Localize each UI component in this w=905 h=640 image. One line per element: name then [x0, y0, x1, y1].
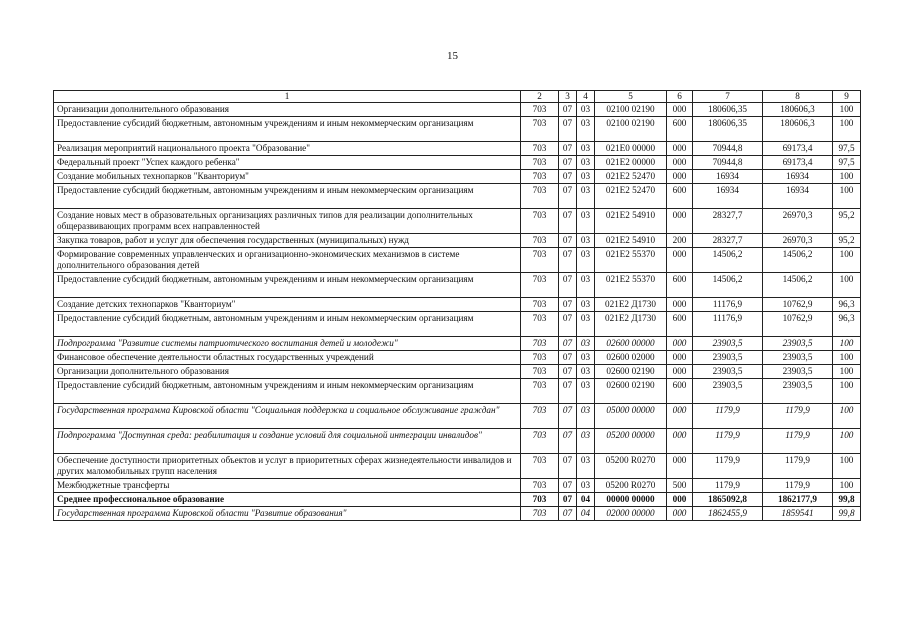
target-article-cell: 02600 02000: [595, 351, 667, 365]
execution-percent-cell: 100: [833, 429, 861, 454]
actual-amount-cell: 1859541: [763, 507, 833, 521]
admin-code-cell: 703: [521, 142, 559, 156]
table-row: [54, 248, 861, 273]
target-article-cell: 02100 02190: [595, 117, 667, 142]
row-name-cell: Организации дополнительного образования: [54, 365, 521, 379]
actual-amount-cell: 1179,9: [763, 429, 833, 454]
actual-amount-cell: 23903,5: [763, 379, 833, 404]
expense-type-cell: 000: [667, 156, 693, 170]
planned-amount-cell: 1179,9: [693, 429, 763, 454]
row-name-cell: Подпрограмма "Развитие системы патриотического воспитания детей и молодежи": [54, 337, 521, 351]
table-row: [54, 351, 861, 365]
target-article-cell: 021E2 54910: [595, 209, 667, 234]
section-code-cell: 07: [559, 209, 577, 234]
target-article-cell: 021E2 55370: [595, 273, 667, 298]
execution-percent-cell: 100: [833, 404, 861, 429]
subsection-code-cell: 03: [577, 298, 595, 312]
admin-code-cell: 703: [521, 507, 559, 521]
actual-amount-cell: 14506,2: [763, 273, 833, 298]
row-name-cell: Среднее профессиональное образование: [54, 493, 521, 507]
execution-percent-cell: 100: [833, 117, 861, 142]
subsection-code-cell: 03: [577, 170, 595, 184]
subsection-code-cell: 03: [577, 351, 595, 365]
subsection-code-cell: 03: [577, 479, 595, 493]
expense-type-cell: 000: [667, 103, 693, 117]
expense-type-cell: 000: [667, 298, 693, 312]
section-code-cell: 07: [559, 404, 577, 429]
planned-amount-cell: 16934: [693, 184, 763, 209]
subsection-code-cell: 03: [577, 454, 595, 479]
table-row: [54, 479, 861, 493]
row-name-cell: Формирование современных управленческих и организационно-экономических механизмов в системе дополнительного образования детей: [54, 248, 521, 273]
actual-amount-cell: 1862177,9: [763, 493, 833, 507]
header-row: [54, 91, 861, 103]
admin-code-cell: 703: [521, 117, 559, 142]
planned-amount-cell: 1179,9: [693, 479, 763, 493]
actual-amount-cell: 1179,9: [763, 479, 833, 493]
execution-percent-cell: 100: [833, 248, 861, 273]
row-name-cell: Создание детских технопарков "Кванториум": [54, 298, 521, 312]
admin-code-cell: 703: [521, 298, 559, 312]
target-article-cell: 021E2 00000: [595, 156, 667, 170]
execution-percent-cell: 100: [833, 479, 861, 493]
actual-amount-cell: 14506,2: [763, 248, 833, 273]
execution-percent-cell: 100: [833, 365, 861, 379]
actual-amount-cell: 1179,9: [763, 404, 833, 429]
subsection-code-cell: 03: [577, 429, 595, 454]
column-header: 3: [559, 91, 577, 103]
subsection-code-cell: 04: [577, 493, 595, 507]
expense-type-cell: 600: [667, 117, 693, 142]
execution-percent-cell: 100: [833, 379, 861, 404]
section-code-cell: 07: [559, 273, 577, 298]
planned-amount-cell: 14506,2: [693, 273, 763, 298]
column-header: 5: [595, 91, 667, 103]
page-number: 15: [447, 50, 458, 62]
row-name-cell: Организации дополнительного образования: [54, 103, 521, 117]
section-code-cell: 07: [559, 379, 577, 404]
target-article-cell: 05200 R0270: [595, 479, 667, 493]
table-row: [54, 404, 861, 429]
column-header: 1: [54, 91, 521, 103]
row-name-cell: Предоставление субсидий бюджетным, автономным учреждениям и иным некоммерческим организациям: [54, 312, 521, 337]
expense-type-cell: 600: [667, 379, 693, 404]
planned-amount-cell: 23903,5: [693, 337, 763, 351]
subsection-code-cell: 03: [577, 117, 595, 142]
execution-percent-cell: 100: [833, 454, 861, 479]
planned-amount-cell: 28327,7: [693, 234, 763, 248]
section-code-cell: 07: [559, 234, 577, 248]
row-name-cell: Федеральный проект "Успех каждого ребенка": [54, 156, 521, 170]
execution-percent-cell: 99,8: [833, 493, 861, 507]
budget-table: [53, 90, 861, 521]
row-name-cell: Предоставление субсидий бюджетным, автономным учреждениям и иным некоммерческим организациям: [54, 117, 521, 142]
column-header: 6: [667, 91, 693, 103]
execution-percent-cell: 99,8: [833, 507, 861, 521]
actual-amount-cell: 1179,9: [763, 454, 833, 479]
target-article-cell: 05000 00000: [595, 404, 667, 429]
target-article-cell: 021E2 55370: [595, 248, 667, 273]
admin-code-cell: 703: [521, 479, 559, 493]
section-code-cell: 07: [559, 298, 577, 312]
admin-code-cell: 703: [521, 273, 559, 298]
execution-percent-cell: 100: [833, 170, 861, 184]
table-row: [54, 365, 861, 379]
execution-percent-cell: 96,3: [833, 312, 861, 337]
subsection-code-cell: 03: [577, 156, 595, 170]
expense-type-cell: 600: [667, 273, 693, 298]
execution-percent-cell: 96,3: [833, 298, 861, 312]
admin-code-cell: 703: [521, 312, 559, 337]
target-article-cell: 021E2 52470: [595, 184, 667, 209]
section-code-cell: 07: [559, 142, 577, 156]
column-header: 2: [521, 91, 559, 103]
target-article-cell: 05200 R0270: [595, 454, 667, 479]
planned-amount-cell: 70944,8: [693, 142, 763, 156]
column-header: 4: [577, 91, 595, 103]
section-code-cell: 07: [559, 365, 577, 379]
admin-code-cell: 703: [521, 365, 559, 379]
subsection-code-cell: 03: [577, 404, 595, 429]
expense-type-cell: 200: [667, 234, 693, 248]
admin-code-cell: 703: [521, 156, 559, 170]
row-name-cell: Государственная программа Кировской области "Развитие образования": [54, 507, 521, 521]
target-article-cell: 02600 02190: [595, 365, 667, 379]
table-row: [54, 103, 861, 117]
actual-amount-cell: 23903,5: [763, 351, 833, 365]
subsection-code-cell: 03: [577, 142, 595, 156]
expense-type-cell: 600: [667, 184, 693, 209]
planned-amount-cell: 180606,35: [693, 103, 763, 117]
target-article-cell: 021E2 Д1730: [595, 298, 667, 312]
subsection-code-cell: 03: [577, 209, 595, 234]
subsection-code-cell: 03: [577, 379, 595, 404]
subsection-code-cell: 03: [577, 312, 595, 337]
actual-amount-cell: 26970,3: [763, 234, 833, 248]
admin-code-cell: 703: [521, 404, 559, 429]
subsection-code-cell: 03: [577, 337, 595, 351]
execution-percent-cell: 97,5: [833, 156, 861, 170]
section-code-cell: 07: [559, 507, 577, 521]
section-code-cell: 07: [559, 337, 577, 351]
target-article-cell: 00000 00000: [595, 493, 667, 507]
admin-code-cell: 703: [521, 170, 559, 184]
actual-amount-cell: 26970,3: [763, 209, 833, 234]
column-header: 7: [693, 91, 763, 103]
table-row: [54, 117, 861, 142]
planned-amount-cell: 180606,35: [693, 117, 763, 142]
row-name-cell: Обеспечение доступности приоритетных объектов и услуг в приоритетных сферах жизнедеятельности инвалидов и других маломобильных групп населения: [54, 454, 521, 479]
target-article-cell: 02100 02190: [595, 103, 667, 117]
table-row: [54, 170, 861, 184]
column-header: 9: [833, 91, 861, 103]
admin-code-cell: 703: [521, 493, 559, 507]
expense-type-cell: 000: [667, 429, 693, 454]
target-article-cell: 02600 00000: [595, 337, 667, 351]
admin-code-cell: 703: [521, 337, 559, 351]
planned-amount-cell: 16934: [693, 170, 763, 184]
admin-code-cell: 703: [521, 234, 559, 248]
actual-amount-cell: 16934: [763, 184, 833, 209]
subsection-code-cell: 03: [577, 184, 595, 209]
expense-type-cell: 000: [667, 365, 693, 379]
planned-amount-cell: 70944,8: [693, 156, 763, 170]
row-name-cell: Межбюджетные трансферты: [54, 479, 521, 493]
planned-amount-cell: 28327,7: [693, 209, 763, 234]
expense-type-cell: 600: [667, 312, 693, 337]
admin-code-cell: 703: [521, 103, 559, 117]
admin-code-cell: 703: [521, 209, 559, 234]
section-code-cell: 07: [559, 184, 577, 209]
row-name-cell: Создание мобильных технопарков "Кванториум": [54, 170, 521, 184]
target-article-cell: 021E2 52470: [595, 170, 667, 184]
execution-percent-cell: 100: [833, 337, 861, 351]
admin-code-cell: 703: [521, 454, 559, 479]
actual-amount-cell: 10762,9: [763, 312, 833, 337]
expense-type-cell: 000: [667, 209, 693, 234]
admin-code-cell: 703: [521, 248, 559, 273]
section-code-cell: 07: [559, 117, 577, 142]
section-code-cell: 07: [559, 156, 577, 170]
row-name-cell: Предоставление субсидий бюджетным, автономным учреждениям и иным некоммерческим организациям: [54, 273, 521, 298]
row-name-cell: Предоставление субсидий бюджетным, автономным учреждениям и иным некоммерческим организациям: [54, 184, 521, 209]
subsection-code-cell: 04: [577, 507, 595, 521]
admin-code-cell: 703: [521, 184, 559, 209]
execution-percent-cell: 97,5: [833, 142, 861, 156]
actual-amount-cell: 23903,5: [763, 365, 833, 379]
actual-amount-cell: 180606,3: [763, 117, 833, 142]
target-article-cell: 021E2 Д1730: [595, 312, 667, 337]
table-row: [54, 234, 861, 248]
target-article-cell: 02600 02190: [595, 379, 667, 404]
table-row: [54, 156, 861, 170]
planned-amount-cell: 23903,5: [693, 379, 763, 404]
execution-percent-cell: 100: [833, 103, 861, 117]
table-row: [54, 454, 861, 479]
actual-amount-cell: 23903,5: [763, 337, 833, 351]
section-code-cell: 07: [559, 170, 577, 184]
table-row: [54, 379, 861, 404]
section-code-cell: 07: [559, 454, 577, 479]
section-code-cell: 07: [559, 479, 577, 493]
planned-amount-cell: 11176,9: [693, 312, 763, 337]
subsection-code-cell: 03: [577, 365, 595, 379]
section-code-cell: 07: [559, 103, 577, 117]
target-article-cell: 021E0 00000: [595, 142, 667, 156]
table-row: [54, 298, 861, 312]
planned-amount-cell: 14506,2: [693, 248, 763, 273]
planned-amount-cell: 11176,9: [693, 298, 763, 312]
actual-amount-cell: 16934: [763, 170, 833, 184]
admin-code-cell: 703: [521, 379, 559, 404]
expense-type-cell: 000: [667, 248, 693, 273]
expense-type-cell: 000: [667, 454, 693, 479]
admin-code-cell: 703: [521, 429, 559, 454]
expense-type-cell: 000: [667, 404, 693, 429]
execution-percent-cell: 95,2: [833, 234, 861, 248]
table-row: [54, 507, 861, 521]
table-row: [54, 184, 861, 209]
section-code-cell: 07: [559, 312, 577, 337]
table-row: [54, 273, 861, 298]
admin-code-cell: 703: [521, 351, 559, 365]
section-code-cell: 07: [559, 493, 577, 507]
expense-type-cell: 000: [667, 507, 693, 521]
expense-type-cell: 000: [667, 493, 693, 507]
subsection-code-cell: 03: [577, 248, 595, 273]
planned-amount-cell: 1865092,8: [693, 493, 763, 507]
row-name-cell: Предоставление субсидий бюджетным, автономным учреждениям и иным некоммерческим организациям: [54, 379, 521, 404]
actual-amount-cell: 69173,4: [763, 156, 833, 170]
column-header: 8: [763, 91, 833, 103]
section-code-cell: 07: [559, 429, 577, 454]
expense-type-cell: 000: [667, 351, 693, 365]
row-name-cell: Подпрограмма "Доступная среда: реабилитация и создание условий для социальной интеграции инвалидов": [54, 429, 521, 454]
row-name-cell: Государственная программа Кировской области "Социальная поддержка и социальное обслуживание граждан": [54, 404, 521, 429]
execution-percent-cell: 100: [833, 351, 861, 365]
planned-amount-cell: 23903,5: [693, 365, 763, 379]
row-name-cell: Финансовое обеспечение деятельности областных государственных учреждений: [54, 351, 521, 365]
row-name-cell: Создание новых мест в образовательных организациях различных типов для реализации дополнительных общеразвивающих программ всех направленностей: [54, 209, 521, 234]
expense-type-cell: 000: [667, 142, 693, 156]
subsection-code-cell: 03: [577, 103, 595, 117]
target-article-cell: 021E2 54910: [595, 234, 667, 248]
execution-percent-cell: 95,2: [833, 209, 861, 234]
table-row: [54, 337, 861, 351]
subsection-code-cell: 03: [577, 273, 595, 298]
planned-amount-cell: 23903,5: [693, 351, 763, 365]
table-row: [54, 209, 861, 234]
target-article-cell: 02000 00000: [595, 507, 667, 521]
actual-amount-cell: 180606,3: [763, 103, 833, 117]
execution-percent-cell: 100: [833, 184, 861, 209]
planned-amount-cell: 1179,9: [693, 404, 763, 429]
execution-percent-cell: 100: [833, 273, 861, 298]
section-code-cell: 07: [559, 351, 577, 365]
actual-amount-cell: 69173,4: [763, 142, 833, 156]
expense-type-cell: 000: [667, 170, 693, 184]
target-article-cell: 05200 00000: [595, 429, 667, 454]
table-row: [54, 429, 861, 454]
planned-amount-cell: 1179,9: [693, 454, 763, 479]
table-row: [54, 493, 861, 507]
subsection-code-cell: 03: [577, 234, 595, 248]
row-name-cell: Реализация мероприятий национального проекта "Образование": [54, 142, 521, 156]
expense-type-cell: 500: [667, 479, 693, 493]
planned-amount-cell: 1862455,9: [693, 507, 763, 521]
section-code-cell: 07: [559, 248, 577, 273]
row-name-cell: Закупка товаров, работ и услуг для обеспечения государственных (муниципальных) нужд: [54, 234, 521, 248]
table-row: [54, 312, 861, 337]
expense-type-cell: 000: [667, 337, 693, 351]
actual-amount-cell: 10762,9: [763, 298, 833, 312]
table-row: [54, 142, 861, 156]
